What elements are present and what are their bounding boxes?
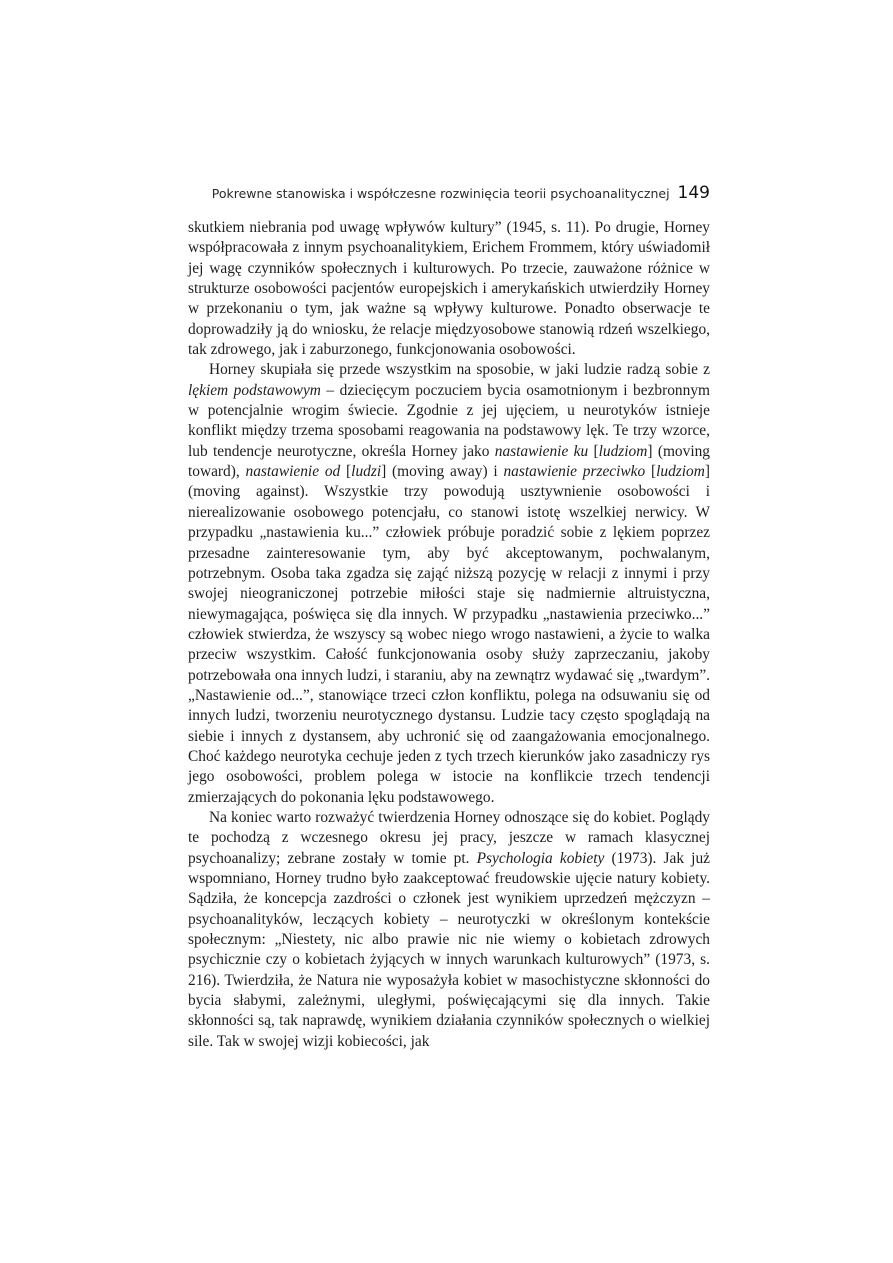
body-text — [188, 218, 710, 1052]
italic-term: nastawienie przeciwko — [503, 463, 646, 481]
text-run: [ — [645, 463, 657, 481]
book-page — [188, 180, 710, 1052]
italic-term: Psychologia kobiety — [476, 849, 605, 867]
italic-term: lękiem podstawowym — [188, 381, 321, 399]
paragraph-3 — [188, 808, 710, 1052]
italic-term: ludziom — [656, 463, 705, 481]
running-title: Pokrewne stanowiska i współczesne rozwinięcia teorii psychoanalitycznej — [211, 186, 670, 201]
paragraph-1 — [188, 218, 710, 360]
text-run: skutkiem niebrania pod uwagę wpływów kultury” (1945, s. 11). Po drugie, Horney współpracowała z innym psychoanalitykiem, Erichem Frommem, który uświadomił jej wagę czynników społecznych i kulturowych. Po trzecie, zauważone różnice w strukturze osobowości pacjentów europejskich i amerykańskich utwierdziły Horney w przekonaniu o tym, jak ważne są wpływy kulturowe. Ponadto obserwacje te doprowadziły ją do wniosku, że relacje międzyosobowe stanowią rdzeń wszelkiego, tak zdrowego, jak i zaburzonego, funkcjonowania osobowości. — [188, 219, 710, 359]
italic-term: nastawienie od — [245, 463, 341, 481]
text-run: – dziecięcym poczuciem bycia osamotnionym i bezbronnym w potencjalnie wrogim świecie. Zgodnie z jej ujęciem, u neurotyków istnieje konflikt między trzema sposobami reagowania na podstawowy lęk. Te trzy wzorce, lub tendencje neurotyczne, określa Horney jako — [188, 381, 710, 460]
paragraph-2 — [188, 360, 710, 808]
text-run: ] (moving toward), — [188, 442, 710, 481]
text-run: Na koniec warto rozważyć twierdzenia Horney odnoszące się do kobiet. Poglądy te pochodzą z wczesnego okresu jej pracy, jeszcze w ramach klasycznej psychoanalizy; zebrane zostały w tomie pt. — [188, 808, 710, 867]
running-header — [188, 180, 710, 206]
italic-term: ludziom — [598, 442, 648, 460]
text-run: (1973). Jak już wspomniano, Horney trudno było zaakceptować freudowskie ujęcie natury kobiety. Sądziła, że koncepcja zazdrości o członek jest wynikiem uprzedzeń mężczyzn – psychoanalityków, leczących kobiety – neurotyczki w określonym kontekście społecznym: „Niestety, nic albo prawie nic nie wiemy o kobietach zdrowych psychicznie czy o kobietach żyjących w innych warunkach kulturowych” (1973, s. 216). Twierdziła, że Natura nie wyposażyła kobiet w masochistyczne skłonności do bycia słabymi, zależnymi, uległymi, poświęcającymi się dla innych. Takie skłonności są, tak naprawdę, wynikiem działania czynników społecznych o wielkiej sile. Tak w swojej wizji kobiecości, jak — [188, 849, 710, 1050]
page-number: 149 — [677, 183, 710, 203]
text-run: [ — [588, 442, 599, 460]
text-run: [ — [340, 463, 352, 481]
text-run: Horney skupiała się przede wszystkim na sposobie, w jaki ludzie radzą sobie z — [209, 361, 710, 379]
text-run: ] (moving away) i — [381, 463, 504, 481]
italic-term: ludzi — [351, 463, 382, 481]
text-run: ] (moving against). Wszystkie trzy powodują usztywnienie osobowości i nierealizowanie osobowego potencjału, co stanowi istotę wszelkiej nerwicy. W przypadku „nastawienia ku...” człowiek próbuje poradzić sobie z lękiem poprzez przesadne zainteresowanie tym, aby być akceptowanym, pochwalanym, potrzebnym. Osoba taka zgadza się zająć niższą pozycję w relacji z innymi i przy swojej nieograniczonej potrzebie miłości staje się nadmiernie altruistyczna, niewymagająca, poświęca się dla innych. W przypadku „nastawienia przeciwko...” człowiek stwierdza, że wszyscy są wobec niego wrogo nastawieni, a życie to walka przeciw wszystkim. Całość funkcjonowania osoby służy zaprzeczaniu, jakoby potrzebowała ona innych ludzi, i staraniu, aby na zewnątrz wydawać się „twardym”. „Nastawienie od...”, stanowiące trzeci człon konfliktu, polega na odsuwaniu się od innych ludzi, tworzeniu neurotycznego dystansu. Ludzie tacy często spoglądają na siebie i innych z dystansem, aby uchronić się od zaangażowania emocjonalnego. Choć każdego neurotyka cechuje jeden z tych trzech kierunków jako zasadniczy rys jego osobowości, problem polega w istocie na konflikcie trzech tendencji zmierzających do pokonania lęku podstawowego. — [188, 463, 711, 806]
italic-term: nastawienie ku — [494, 442, 589, 460]
